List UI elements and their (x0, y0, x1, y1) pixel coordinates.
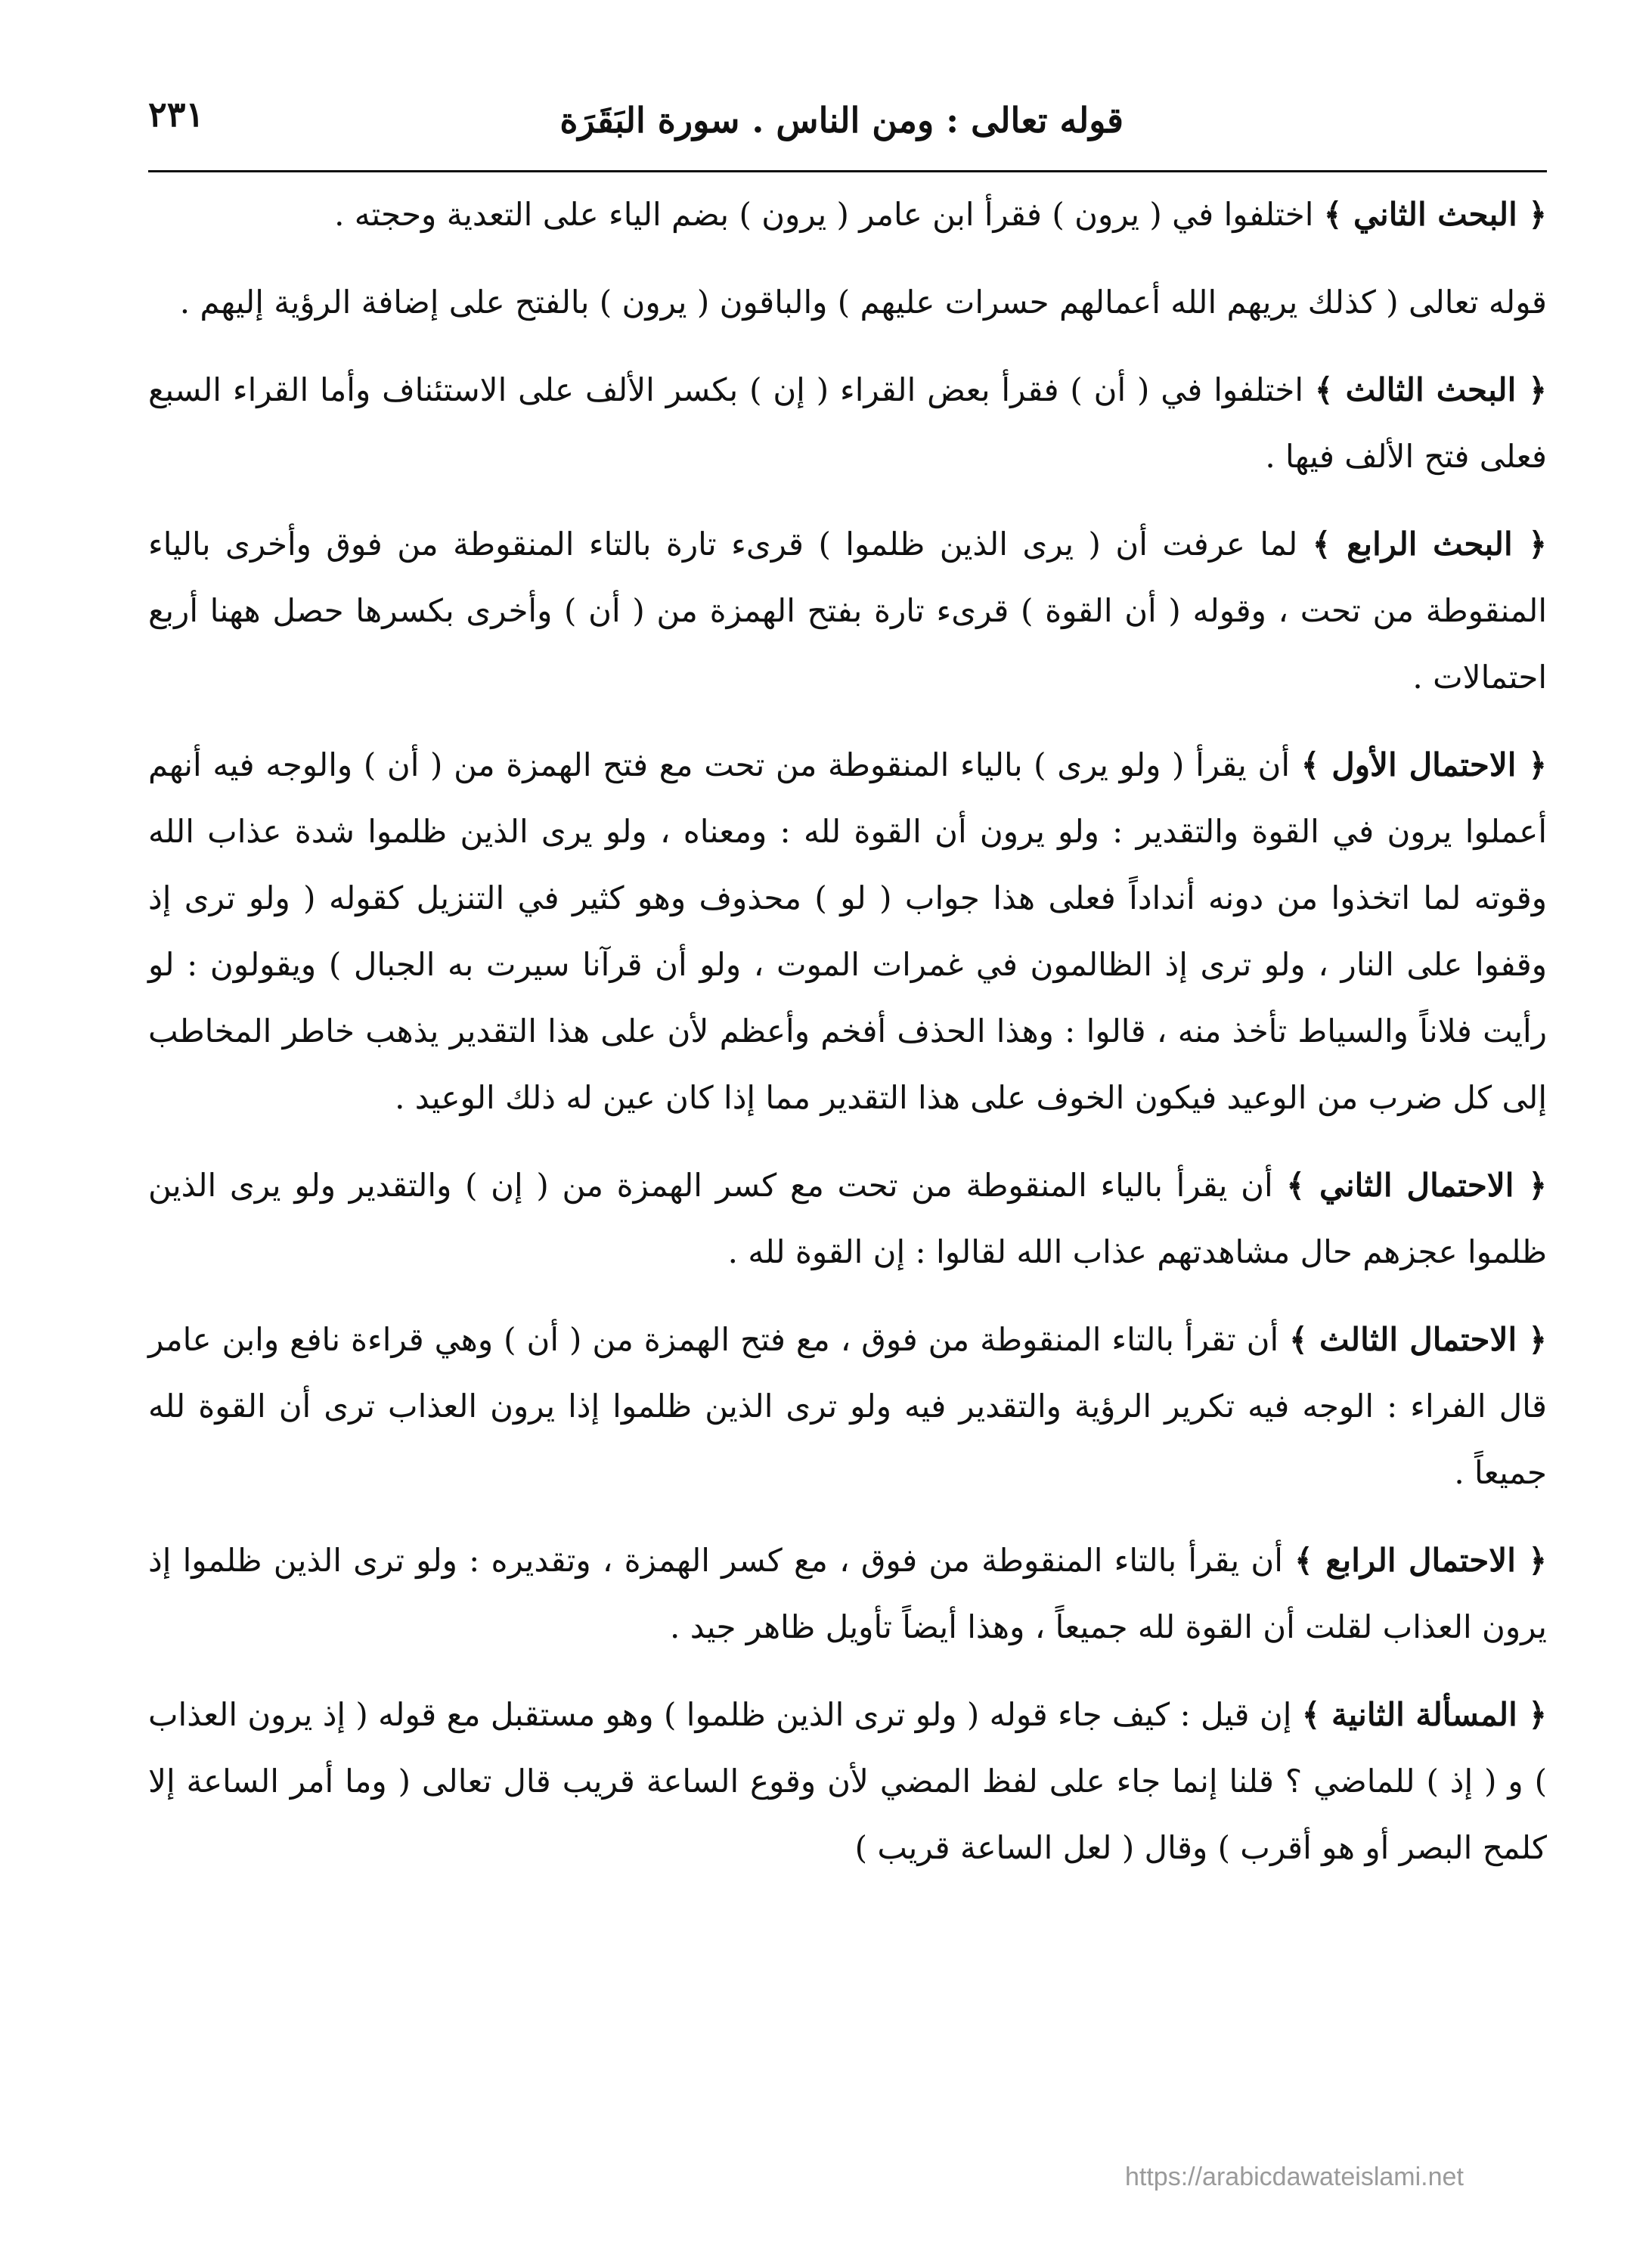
paragraph-research-4 (148, 511, 1547, 711)
paragraph-text: أن يقرأ ( ولو يرى ) بالياء المنقوطة من تحت مع فتح الهمزة من ( أن ) والوجه فيه أنهم أعملوا يرون في القوة والتقدير : ولو يرون أن القوة لله : ومعناه ، ولو يرى الذين ظلموا شدة عذاب الله وقوته لما اتخذوا من دونه أنداداً فعلى هذا جواب ( لو ) محذوف وهو كثير في التنزيل كقوله ( ولو ترى إذ وقفوا على النار ، ولو ترى إذ الظالمون في غمرات الموت ، ولو أن قرآنا سيرت به الجبال ) ويقولون : لو رأيت فلاناً والسياط تأخذ منه ، قالوا : وهذا الحذف أفخم وأعظم لأن على هذا التقدير يذهب خاطر المخاطب إلى كل ضرب من الوعيد فيكون الخوف على هذا التقدير مما إذا كان عين له ذلك الوعيد . (148, 746, 1547, 1116)
paragraph-issue-2 (148, 1682, 1547, 1881)
header-title: قوله تعالى : ومن الناس . سورة البَقَرَة (559, 100, 1124, 141)
paragraph-possibility-4 (148, 1527, 1547, 1660)
section-heading: ﴿ الاحتمال الرابع ﴾ (1294, 1542, 1547, 1579)
paragraph-text: لما عرفت أن ( يرى الذين ظلموا ) قرىء تارة بالتاء المنقوطة من فوق وأخرى بالياء المنقوطة من تحت ، وقوله ( أن القوة ) قرىء تارة بفتح الهمزة من ( أن ) وأخرى بكسرها حصل ههنا أربع احتمالات . (148, 526, 1547, 696)
paragraph-text: اختلفوا في ( يرون ) فقرأ ابن عامر ( يرون ) بضم الياء على التعدية وحجته . (334, 196, 1324, 233)
section-heading: ﴿ الاحتمال الأول ﴾ (1300, 746, 1548, 783)
section-heading: ﴿ البحث الثالث ﴾ (1314, 371, 1548, 408)
section-heading: ﴿ الاحتمال الثاني ﴾ (1286, 1167, 1547, 1204)
section-heading: ﴿ الاحتمال الثالث ﴾ (1289, 1321, 1547, 1358)
paragraph-text: اختلفوا في ( أن ) فقرأ بعض القراء ( إن ) بكسر الألف على الاستئناف وأما القراء السبع فعلى فتح الألف فيها . (148, 371, 1547, 475)
page-body (148, 181, 1547, 1902)
paragraph-text: أن يقرأ بالياء المنقوطة من تحت مع كسر الهمزة من ( إن ) والتقدير ولو يرى الذين ظلموا عجزهم حال مشاهدتهم عذاب الله لقالوا : إن القوة لله . (148, 1167, 1547, 1270)
paragraph-text: أن يقرأ بالتاء المنقوطة من فوق ، مع كسر الهمزة ، وتقديره : ولو ترى الذين ظلموا إذ يرون العذاب لقلت أن القوة لله جميعاً ، وهذا أيضاً تأويل ظاهر جيد . (148, 1542, 1547, 1645)
paragraph-possibility-1 (148, 732, 1547, 1131)
paragraph-possibility-2 (148, 1152, 1547, 1285)
paragraph-text: إن قيل : كيف جاء قوله ( ولو ترى الذين ظلموا ) وهو مستقبل مع قوله ( إذ يرون العذاب ) و ( إذ ) للماضي ؟ قلنا إنما جاء على لفظ المضي لأن وقوع الساعة قريب قال تعالى ( وما أمر الساعة إلا كلمح البصر أو هو أقرب ) وقال ( لعل الساعة قريب ) (148, 1696, 1547, 1866)
running-header (148, 91, 1547, 166)
header-divider (148, 170, 1547, 172)
paragraph-research-2 (148, 181, 1547, 248)
section-heading: ﴿ البحث الرابع ﴾ (1312, 526, 1547, 563)
section-heading: ﴿ البحث الثاني ﴾ (1323, 196, 1547, 233)
paragraph-research-3 (148, 357, 1547, 490)
page-number: ٢٣١ (148, 94, 205, 135)
paragraph-text: قوله تعالى ( كذلك يريهم الله أعمالهم حسرات عليهم ) والباقون ( يرون ) بالفتح على إضافة الرؤية إليهم . (179, 284, 1547, 321)
paragraph-possibility-3 (148, 1307, 1547, 1506)
paragraph-text: أن تقرأ بالتاء المنقوطة من فوق ، مع فتح الهمزة من ( أن ) وهي قراءة نافع وابن عامر قال الفراء : الوجه فيه تكرير الرؤية والتقدير فيه ولو ترى الذين ظلموا إذا يرون العذاب ترى أن القوة لله جميعاً . (148, 1321, 1547, 1491)
section-heading: ﴿ المسألة الثانية ﴾ (1301, 1696, 1548, 1733)
watermark-url: https://arabicdawateislami.net (1125, 2163, 1464, 2191)
paragraph-verse-reading (148, 269, 1547, 336)
